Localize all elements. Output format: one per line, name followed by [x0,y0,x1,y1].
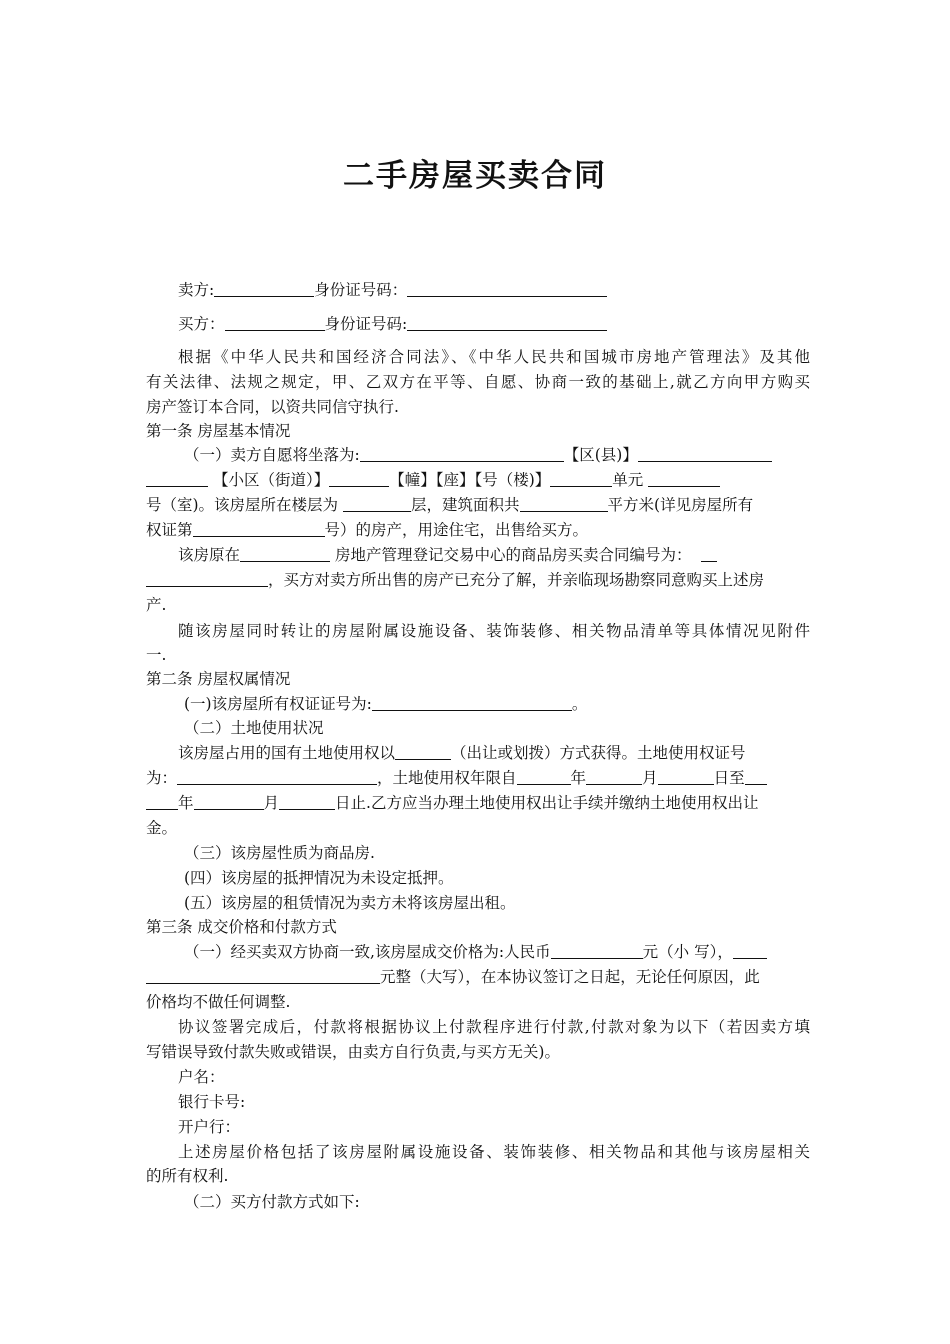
article-3-scope-line-2: 的所有权利. [146,1167,229,1185]
buyer-name-blank [225,313,325,331]
article-1-heading: 第一条 房屋基本情况 [146,422,291,440]
land-right-label: 该房屋占用的国有土地使用权以 [178,744,396,762]
blank [658,767,714,785]
article-3-payment-line-1: 协议签署完成后，付款将根据协议上付款程序进行付款,付款对象为以下（若因卖方填 [178,1018,810,1036]
price-words-text: 元整（大写），在本协议签订之日起，无论任何原因，此 [380,968,760,986]
contract-no-blank [701,544,717,562]
intro-line-3: 房产签订本合同，以资共同信守执行. [146,398,399,416]
buyer-line [178,312,810,336]
price-small-label: 元（小 写）， [642,943,733,961]
community-label: 【小区（街道）】 [212,471,330,489]
blank [745,767,767,785]
land-term-label: ，土地使用权年限自 [377,769,517,787]
price-words-blank [146,966,380,984]
article-3-scope-line-1: 上述房屋价格包括了该房屋附属设施设备、装饰装修、相关物品和其他与该房屋相关 [178,1143,810,1161]
contract-text: ，买方对卖方所出售的房产已充分了解，并亲临现场勘察同意购买上述房 [268,571,765,589]
land-method-blank [395,742,451,760]
article-1-contract-line-2 [146,568,810,592]
buyer-id-label: 身份证号码: [324,315,408,333]
period: 。 [571,695,588,713]
land-right-text: （出让或划拨）方式获得。土地使用权证号 [451,744,746,762]
article-2-lease: (五）该房屋的租赁情况为卖方未将该房屋出租。 [184,894,516,912]
document-title: 二手房屋买卖合同 [343,158,607,194]
price-label: （一）经买卖双方协商一致,该房屋成交价格为:人民币 [184,943,551,961]
contract-no-label: 房地产管理登记交易中心的商品房买卖合同编号为： [334,546,692,564]
article-3-price-line-2 [146,965,810,989]
blank [733,941,767,959]
cert-blank [193,519,325,537]
origin-label: 该房原在 [178,546,241,564]
article-3-price-line-3: 价格均不做任何调整. [146,993,291,1011]
article-2-cert-line [184,692,810,716]
article-1-location-line [184,443,810,467]
article-1-contract-line-3: 产. [146,596,167,614]
district-label: 【区(县)】 [563,446,638,464]
unit-label: 单元 [612,471,644,489]
blank [638,444,772,462]
blank [279,792,335,810]
article-2-heading: 第二条 房屋权属情况 [146,670,291,688]
article-2-land-line-1 [178,741,810,765]
year-label: 年 [570,769,587,787]
blank [416,444,534,462]
land-cert-label: 为： [146,769,178,787]
article-1-room-line [146,493,810,517]
seller-name-blank [214,279,314,297]
seller-id-blank [407,279,607,297]
year-label: 年 [178,794,194,812]
article-2-land-line-2 [146,766,810,790]
buyer-label: 买方： [178,315,225,333]
room-label: 号（室)。该房屋所在楼层为 [146,496,339,514]
seller-line [178,278,810,302]
article-3-payment-method: （二）买方付款方式如下: [184,1193,360,1211]
blank [550,469,612,487]
article-2-land-line-4: 金。 [146,819,178,837]
blank [648,469,720,487]
article-3-payment-line-2: 写错误导致付款失败或错误，由卖方自行负责,与买方无关)。 [146,1043,560,1061]
article-1-attachment-line: 随该房屋同时转让的房屋附属设施设备、装饰装修、相关物品清单等具体情况见附件 [178,622,810,640]
article-1-attachment-line-2: 一. [146,646,167,664]
day-to-label: 日至 [713,769,745,787]
article-1-address-line [146,468,810,492]
bank-branch-label: 开户行： [178,1118,241,1136]
month-label: 月 [263,794,280,812]
article-2-land-line-3 [146,791,810,815]
article-1-cert-line [146,518,810,542]
blank [194,792,264,810]
month-label: 月 [642,769,658,787]
ownership-cert-label: (一)该房屋所有权证证号为: [184,695,372,713]
blank [586,767,642,785]
article-2-nature: （三）该房屋性质为商品房. [184,844,375,862]
buyer-id-blank [407,313,607,331]
cert-label: 权证第 [146,521,193,539]
seller-label: 卖方: [178,281,215,299]
account-name-label: 户名： [178,1068,225,1086]
floor-blank [343,494,411,512]
article-3-heading: 第三条 成交价格和付款方式 [146,918,337,936]
blank [146,792,178,810]
origin-blank [240,544,330,562]
intro-line-1: 根据《中华人民共和国经济合同法》、《中华人民共和国城市房地产管理法》及其他 [178,348,810,366]
blank [517,767,571,785]
area-blank [520,494,608,512]
ownership-cert-blank [372,693,572,711]
intro-line-2: 有关法律、法规之规定，甲、乙双方在平等、自愿、协商一致的基础上,就乙方向甲方购买 [146,373,810,391]
area-label: 平方米(详见房屋所有 [607,496,754,514]
blank [146,469,208,487]
article-3-price-line [184,940,810,964]
floor-label: 层，建筑面积共 [411,496,520,514]
cert-suffix: 号）的房产，用途住宅，出售给买方。 [324,521,589,539]
blank [534,444,564,462]
location-label: （一）卖方自愿将坐落为: [184,446,360,464]
blank [329,469,389,487]
land-cert-blank [177,767,377,785]
price-blank [551,941,643,959]
building-label: 【幢】【座】【号（楼)】 [389,471,551,489]
seller-id-label: 身份证号码： [314,281,408,299]
bank-card-label: 银行卡号: [178,1093,246,1111]
contract-no-blank-2 [146,569,268,587]
blank [360,444,416,462]
article-2-land-heading: （二）土地使用状况 [184,719,324,737]
article-2-mortgage: (四）该房屋的抵押情况为未设定抵押。 [184,869,454,887]
article-1-contract-line [178,543,810,567]
land-end-text: 日止.乙方应当办理土地使用权出让手续并缴纳土地使用权出让 [335,794,759,812]
